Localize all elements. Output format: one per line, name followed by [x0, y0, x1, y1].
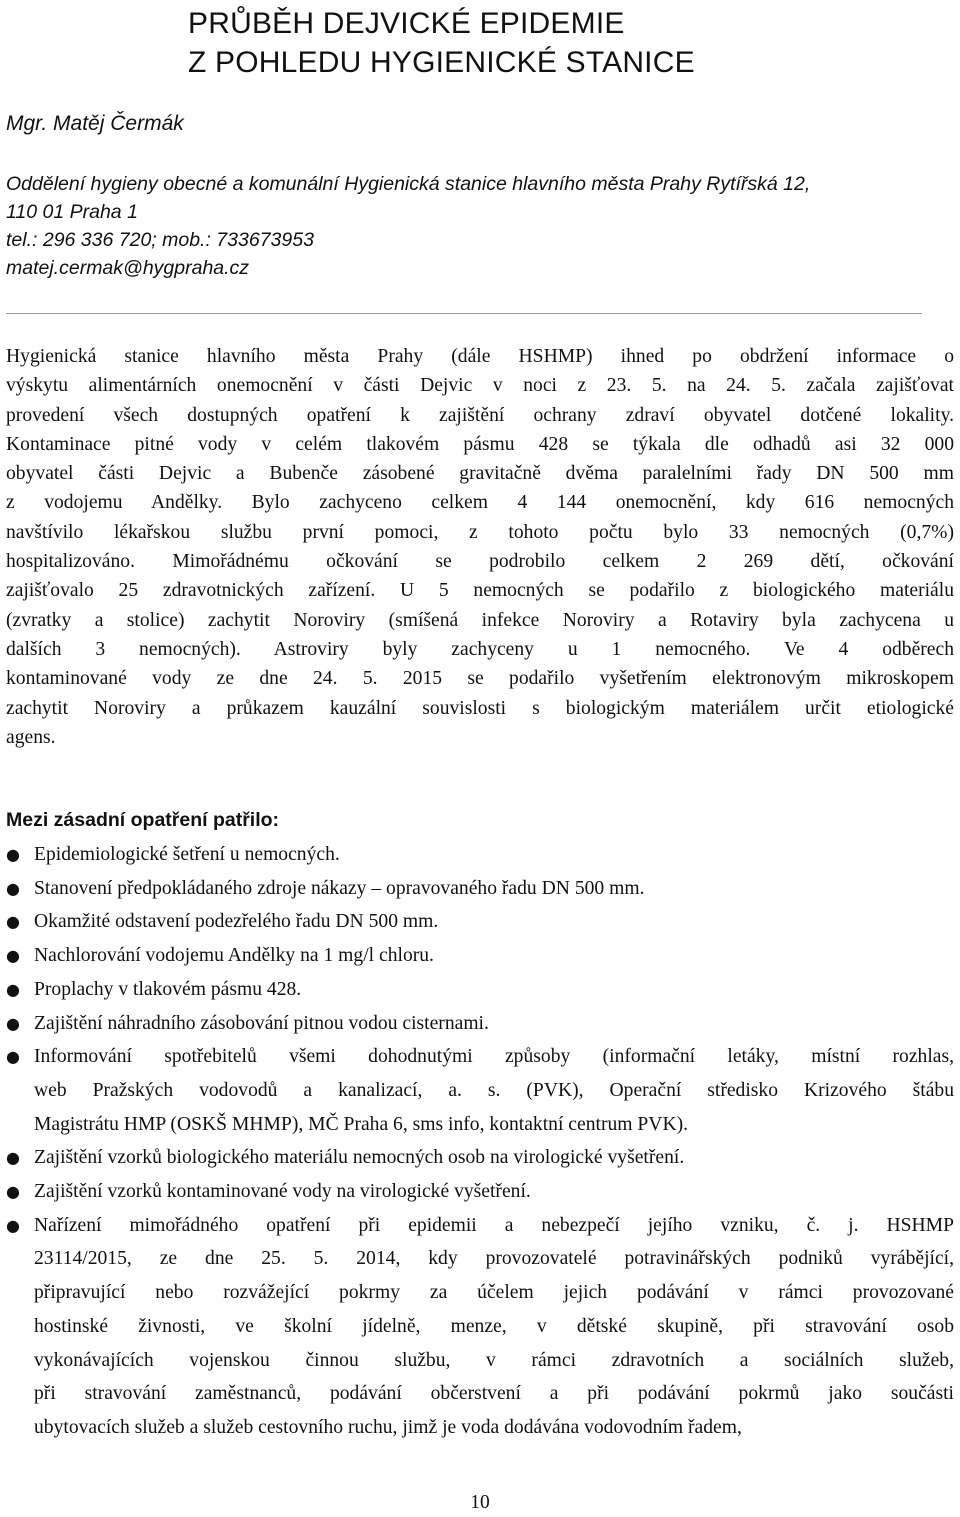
paragraph-line: hospitalizováno. Mimořádnému očkování se podrobilo celkem 2 269 dětí, očkování: [6, 551, 954, 573]
list-item-text: připravující nebo rozvážející pokrmy za účelem jejich podávání v rámci provozované: [34, 1282, 954, 1304]
title-line-2: Z POHLEDU HYGIENICKÉ STANICE: [188, 46, 695, 79]
list-item: [0, 973, 954, 1007]
list-item-text: Zajištění vzorků kontaminované vody na virologické vyšetření.: [34, 1181, 531, 1203]
list-item-text: Stanovení předpokládaného zdroje nákazy – opravovaného řadu DN 500 mm.: [34, 877, 645, 899]
affiliation-line: 110 01 Praha 1: [6, 201, 138, 223]
list-item: [0, 1209, 954, 1445]
paragraph-line: z vodojemu Andělky. Bylo zachyceno celkem 4 144 onemocnění, kdy 616 nemocných: [6, 492, 954, 514]
list-item-text: 23114/2015, ze dne 25. 5. 2014, kdy provozovatelé potravinářských podniků vyrábějící,: [34, 1248, 954, 1270]
affiliation-email: matej.cermak@hygpraha.cz: [6, 257, 250, 279]
list-item: [0, 838, 954, 872]
paragraph-line: Kontaminace pitné vody v celém tlakovém pásmu 428 se týkala dle odhadů asi 32 000: [6, 433, 954, 455]
list-item-text: při stravování zaměstnanců, podávání občerstvení a při podávání pokrmů jako součásti: [34, 1383, 954, 1405]
paragraph-line: zajišťovalo 25 zdravotnických zařízení. U 5 nemocných se podařilo z biologického materiálu: [6, 580, 954, 602]
list-item: [0, 1007, 954, 1041]
paragraph-line: provedení všech dostupných opatření k zajištění ochrany zdraví obyvatel dotčené lokality.: [6, 404, 954, 426]
paragraph-line: Hygienická stanice hlavního města Prahy (dále HSHMP) ihned po obdržení informace o: [6, 346, 954, 367]
list-item: [0, 939, 954, 973]
author-affiliation: [6, 170, 956, 282]
list-item: [0, 1141, 954, 1175]
paragraph-line: dalších 3 nemocných). Astroviry byly zachyceny u 1 nemocného. Ve 4 odběrech: [6, 638, 954, 660]
bullet-icon: ●: [6, 1215, 20, 1235]
separator-rule: [6, 313, 922, 314]
author-name: Mgr. Matěj Čermák: [6, 112, 184, 135]
list-item-text: Nachlorování vodojemu Andělky na 1 mg/l chloru.: [34, 945, 434, 967]
paragraph-line: (zvratky a stolice) zachytit Noroviry (smíšená infekce Noroviry a Rotaviry byla zachycena u: [6, 609, 954, 631]
list-item-text: vykonávajících vojenskou činnou službu, v rámci zdravotních a sociálních služeb,: [34, 1349, 954, 1371]
affiliation-line: Oddělení hygieny obecné a komunální Hygienická stanice hlavního města Prahy Rytířská 12,: [6, 173, 811, 195]
list-item-text: ubytovacích služeb a služeb cestovního ruchu, jimž je voda dodávána vodovodním řadem,: [34, 1416, 742, 1438]
abstract-paragraph: [6, 342, 954, 752]
bullet-icon: ●: [6, 912, 20, 932]
paragraph-line: navštívilo lékařskou službu první pomoci, z tohoto počtu bylo 33 nemocných (0,7%): [6, 521, 954, 543]
list-item: [0, 1175, 954, 1209]
bullet-icon: ●: [6, 1148, 20, 1168]
affiliation-phone: tel.: 296 336 720; mob.: 733673953: [6, 229, 314, 251]
page-number: 10: [470, 1492, 490, 1513]
paragraph-line: výskytu alimentárních onemocnění v části Dejvic v noci z 23. 5. na 24. 5. začala zajišťovat: [6, 375, 954, 397]
list-item: [0, 905, 954, 939]
paragraph-line: obyvatel části Dejvic a Bubenče zásobené gravitačně dvěma paralelními řady DN 500 mm: [6, 463, 954, 485]
list-item: [0, 1040, 954, 1141]
paragraph-line: agens.: [6, 726, 56, 748]
list-item-text: Proplachy v tlakovém pásmu 428.: [34, 978, 302, 1000]
bullet-icon: ●: [6, 1047, 20, 1067]
bullet-icon: ●: [6, 845, 20, 864]
measures-heading: Mezi zásadní opatření patřilo:: [6, 809, 280, 831]
bullet-icon: ●: [6, 1013, 20, 1033]
list-item-text: Nařízení mimořádného opatření při epidemii a nebezpečí jejího vzniku, č. j. HSHMP: [34, 1214, 954, 1236]
list-item-text: Epidemiologické šetření u nemocných.: [34, 844, 340, 865]
paragraph-line: zachytit Noroviry a průkazem kauzální souvislosti s biologickým materiálem určit etiologické: [6, 697, 954, 719]
bullet-icon: ●: [6, 946, 20, 966]
paragraph-line: kontaminované vody ze dne 24. 5. 2015 se podařilo vyšetřením elektronovým mikroskopem: [6, 668, 954, 690]
bullet-icon: ●: [6, 979, 20, 999]
title-line-1: PRŮBĚH DEJVICKÉ EPIDEMIE: [188, 7, 625, 40]
bullet-icon: ●: [6, 1182, 20, 1202]
document-title: [188, 4, 695, 82]
list-item-text: Informování spotřebitelů všemi dohodnutými způsoby (informační letáky, místní rozhlas,: [34, 1046, 954, 1068]
list-item: [0, 872, 954, 906]
list-item-text: Zajištění vzorků biologického materiálu nemocných osob na virologické vyšetření.: [34, 1147, 685, 1169]
list-item-text: hostinské živnosti, ve školní jídelně, menze, v dětské skupině, při stravování osob: [34, 1315, 954, 1337]
list-item-text: web Pražských vodovodů a kanalizací, a. s. (PVK), Operační středisko Krizového štábu: [34, 1079, 954, 1101]
list-item-text: Magistrátu HMP (OSKŠ MHMP), MČ Praha 6, sms info, kontaktní centrum PVK).: [34, 1113, 689, 1135]
measures-list: [0, 838, 954, 1445]
list-item-text: Okamžité odstavení podezřelého řadu DN 500 mm.: [34, 911, 439, 933]
bullet-icon: ●: [6, 878, 20, 898]
list-item-text: Zajištění náhradního zásobování pitnou vodou cisternami.: [34, 1012, 489, 1034]
